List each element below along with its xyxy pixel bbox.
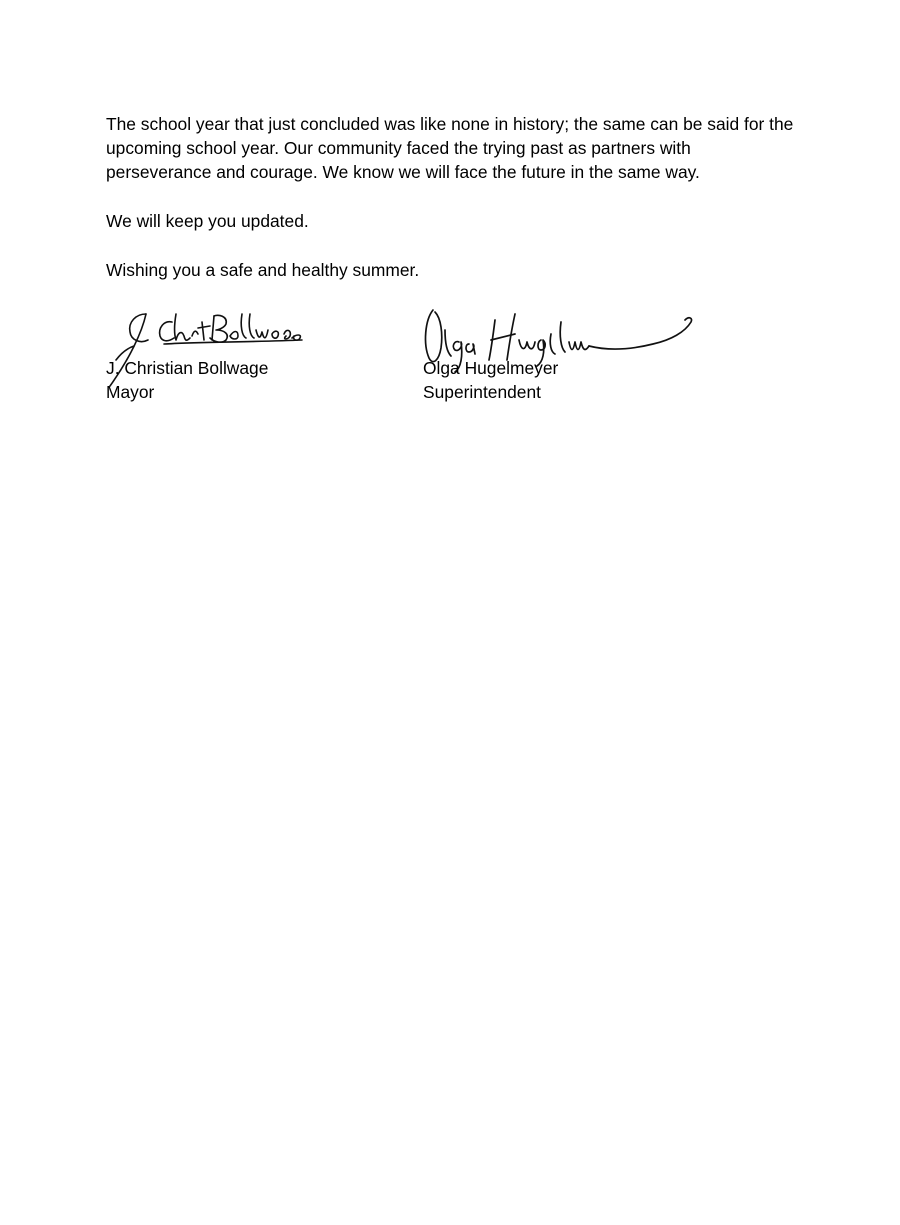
paragraph-updates: We will keep you updated. (106, 211, 309, 231)
paragraph-wishes: Wishing you a safe and healthy summer. (106, 260, 420, 280)
signature-section (0, 300, 900, 420)
signature-block-superintendent (423, 300, 723, 410)
signatory-name-superintendent: Olga Hugelmeyer (423, 358, 559, 378)
signatory-title-superintendent: Superintendent (423, 382, 541, 402)
signatory-name-mayor: J. Christian Bollwage (106, 358, 269, 378)
letter-body (106, 112, 796, 307)
signature-block-mayor (106, 300, 406, 410)
signatory-title-mayor: Mayor (106, 382, 155, 402)
paragraph-school-year: The school year that just concluded was like none in history; the same can be said for the upcoming school year. Our community faced the trying past as partners with perseverance and courage. We know we will face the future in the same way. (106, 114, 794, 182)
